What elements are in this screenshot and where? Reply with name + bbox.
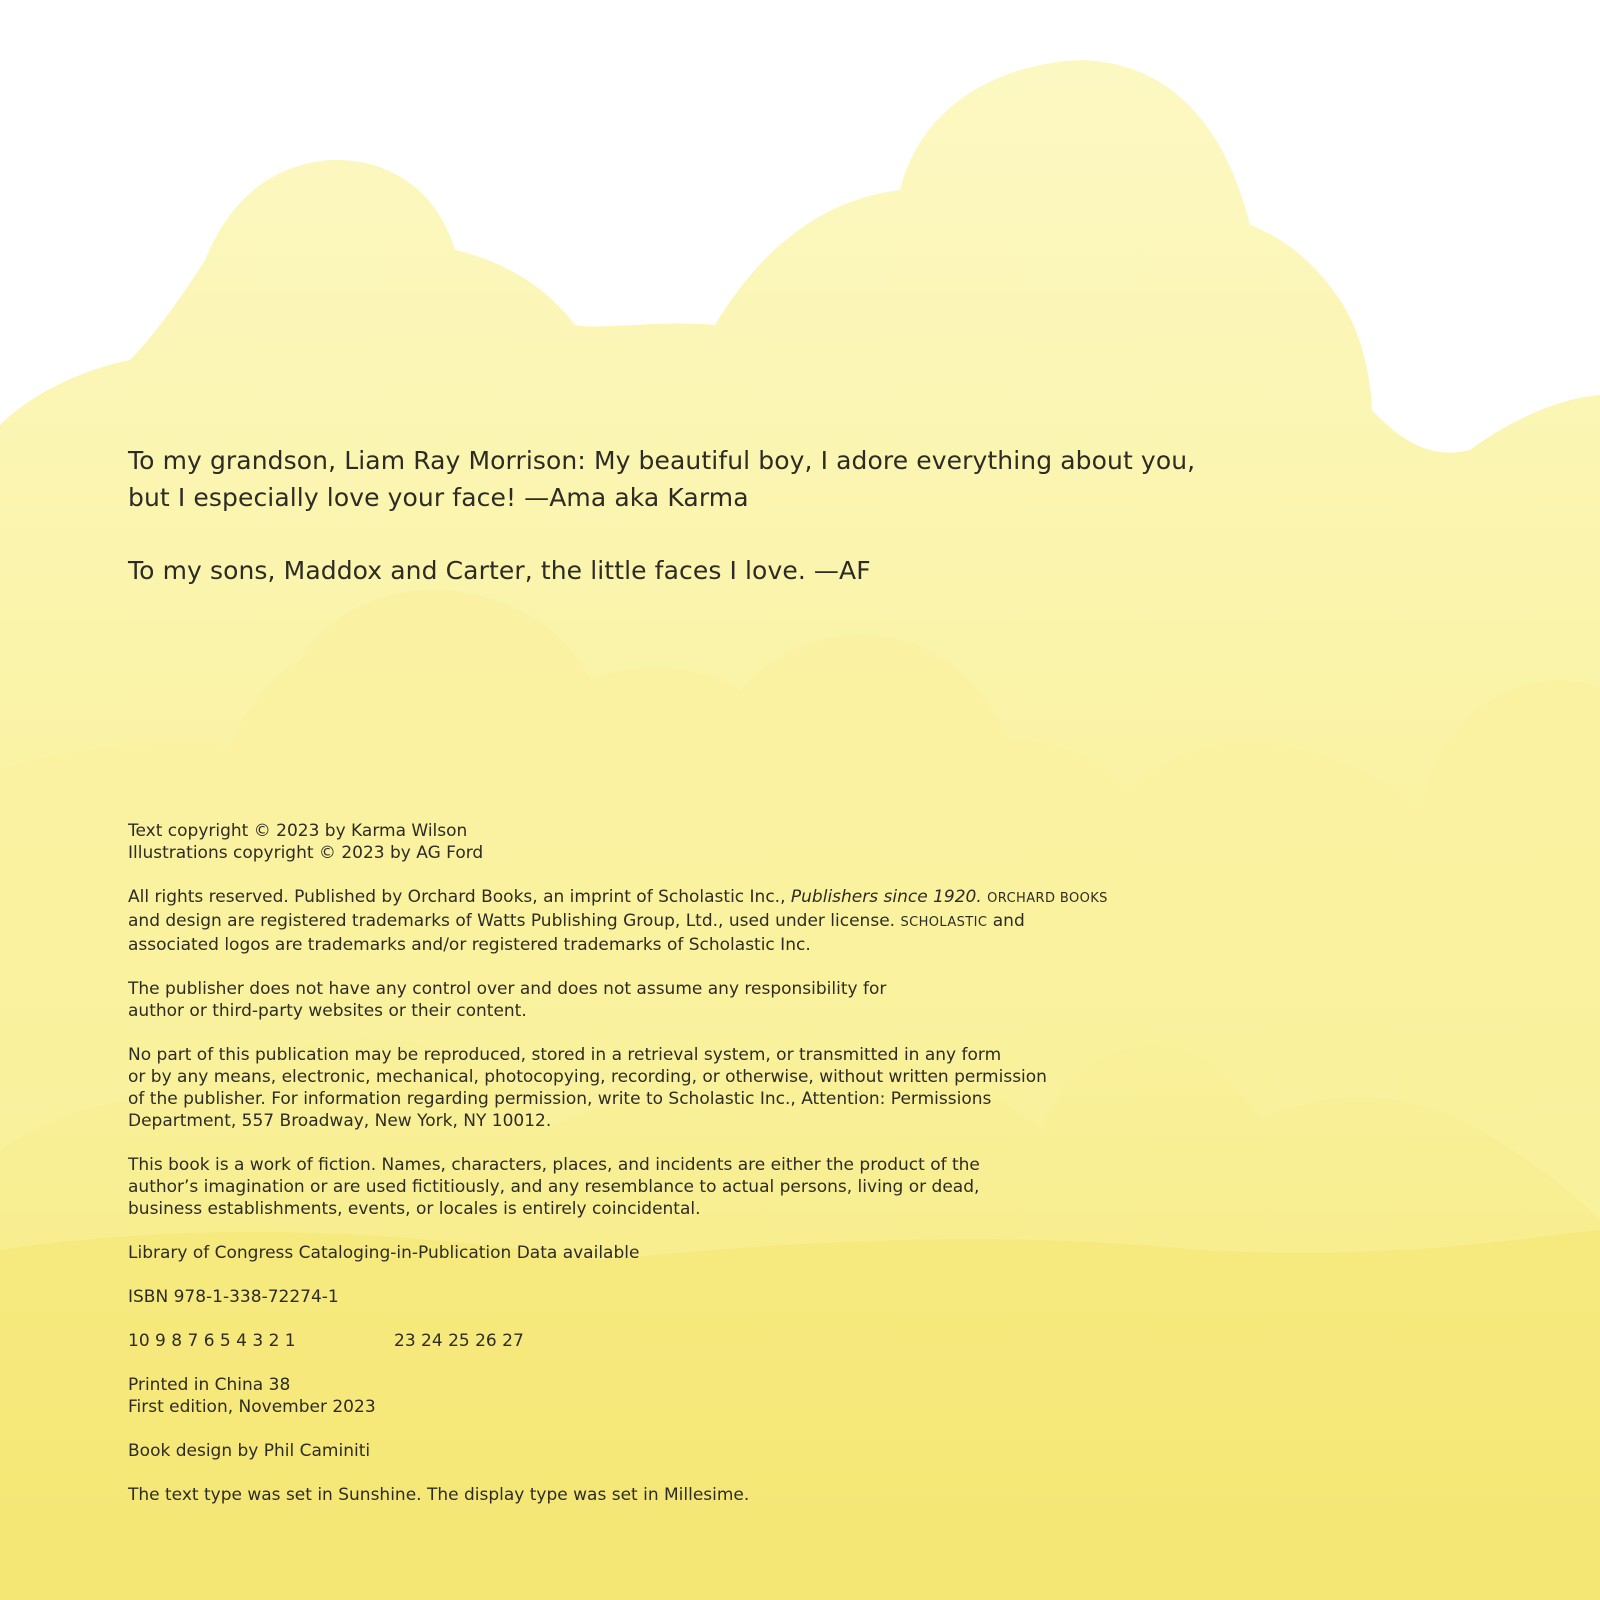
rights-line-2 <box>128 910 1088 934</box>
loc-notice <box>128 1242 1088 1264</box>
reproduction-line-3: of the publisher. For information regarding permission, write to Scholastic Inc., Attention: Permissions <box>128 1089 992 1109</box>
dedication-line-3: To my sons, Maddox and Carter, the little faces I love. —AF <box>128 556 871 585</box>
publishers-since: Publishers since 1920. <box>790 887 982 907</box>
printing-info <box>128 1374 1088 1418</box>
dedication <box>128 442 1248 589</box>
publisher-disclaimer <box>128 978 1088 1022</box>
rights-line-3: associated logos are trademarks and/or registered trademarks of Scholastic Inc. <box>128 935 811 955</box>
publisher-line-2: author or third-party websites or their content. <box>128 1001 527 1021</box>
dedication-line-1: To my grandson, Liam Ray Morrison: My beautiful boy, I adore everything about you, <box>128 446 1196 475</box>
reproduction-notice <box>128 1044 1088 1132</box>
rights-paragraph <box>128 886 1108 956</box>
reproduction-line-1: No part of this publication may be reproduced, stored in a retrieval system, or transmitted in any form <box>128 1045 1002 1065</box>
type-note: The text type was set in Sunshine. The display type was set in Millesime. <box>128 1485 750 1505</box>
isbn-block <box>128 1286 1088 1308</box>
publisher-line-1: The publisher does not have any control over and does not assume any responsibility for <box>128 979 887 999</box>
fiction-notice <box>128 1154 1088 1220</box>
printing-line <box>128 1330 1088 1352</box>
reproduction-line-2: or by any means, electronic, mechanical, photocopying, recording, or otherwise, without written permission <box>128 1067 1047 1087</box>
fiction-line-1: This book is a work of fiction. Names, characters, places, and incidents are either the product of the <box>128 1155 980 1175</box>
copyright-notices <box>128 820 1088 864</box>
loc-line: Library of Congress Cataloging-in-Publication Data available <box>128 1243 640 1263</box>
design-credit <box>128 1440 1088 1462</box>
isbn: ISBN 978-1-338-72274-1 <box>128 1287 339 1307</box>
printed-in: Printed in China 38 <box>128 1375 291 1395</box>
copyright-block <box>128 820 1108 1528</box>
dedication-line-2: but I especially love your face! —Ama aka Karma <box>128 483 749 512</box>
rights-text-b: and design are registered trademarks of Watts Publishing Group, Ltd., used under license. <box>128 911 901 931</box>
type-credit <box>128 1484 1088 1506</box>
reproduction-line-4: Department, 557 Broadway, New York, NY 10012. <box>128 1111 552 1131</box>
rights-text-a: All rights reserved. Published by Orchard Books, an imprint of Scholastic Inc., <box>128 887 791 907</box>
rights-text-b-end: and <box>987 911 1025 931</box>
printing-numbers: 10 9 8 7 6 5 4 3 2 1 <box>128 1331 296 1351</box>
illustrations-copyright: Illustrations copyright © 2023 by AG Ford <box>128 843 484 863</box>
first-edition: First edition, November 2023 <box>128 1397 376 1417</box>
scholastic-mark: SCHOLASTIC <box>900 915 988 930</box>
fiction-line-3: business establishments, events, or locales is entirely coincidental. <box>128 1199 701 1219</box>
fiction-line-2: author’s imagination or are used fictitiously, and any resemblance to actual persons, living or dead, <box>128 1177 980 1197</box>
year-numbers: 23 24 25 26 27 <box>394 1331 524 1351</box>
rights-line-1 <box>128 886 1108 910</box>
orchard-books-mark: ORCHARD BOOKS <box>987 891 1108 906</box>
book-design: Book design by Phil Caminiti <box>128 1441 371 1461</box>
text-copyright: Text copyright © 2023 by Karma Wilson <box>128 821 468 841</box>
